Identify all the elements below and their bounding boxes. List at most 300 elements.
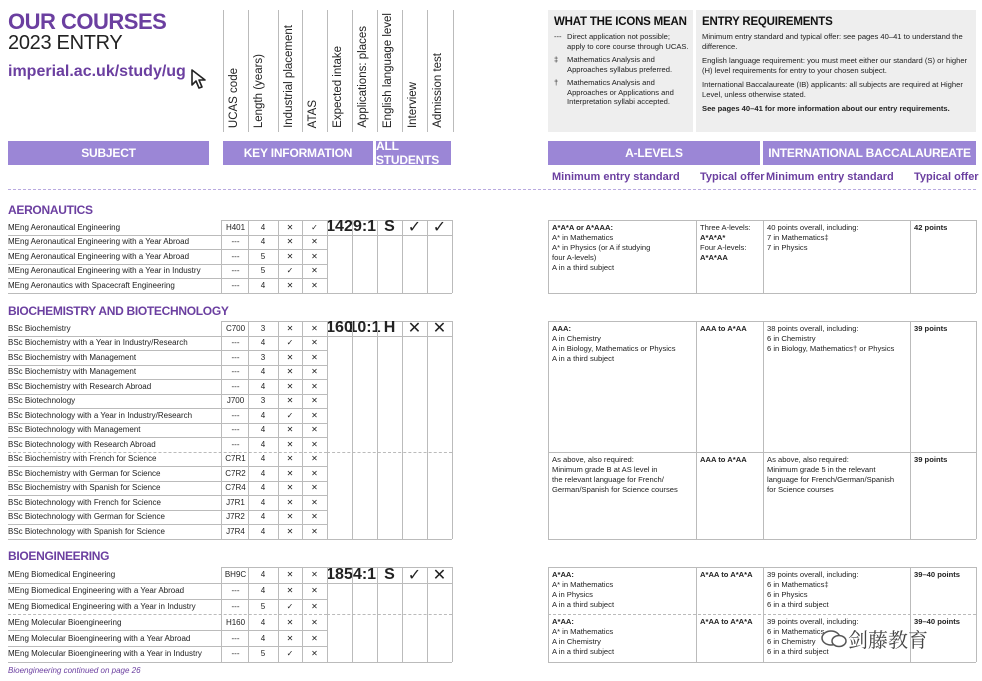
cell-code: C7R2 (225, 468, 246, 478)
cell-len: 4 (260, 425, 266, 435)
text-block (700, 455, 764, 465)
text-line: A in a third subject (552, 263, 615, 272)
cell-ind: ✕ (286, 367, 294, 377)
cell-ind: ✕ (286, 280, 294, 290)
cell-ind: ✕ (286, 439, 294, 449)
row-line (548, 662, 976, 663)
column-header (223, 10, 249, 132)
col-line (402, 220, 403, 293)
cell-code: J700 (226, 396, 245, 406)
cell-ind: ✕ (286, 617, 294, 627)
cursor-icon (190, 68, 208, 95)
cell-len: 4 (260, 410, 266, 420)
cell-len: 5 (260, 649, 266, 659)
cell-eng: S (384, 218, 395, 236)
cell-subj: MEng Molecular Bioengineering with a Year Abroad (8, 633, 191, 643)
cell-atas: ✕ (311, 483, 318, 493)
column-header (377, 10, 403, 132)
cell-len: 4 (260, 526, 266, 536)
cell-code: --- (231, 367, 240, 377)
text-line: AAA to A*AA (700, 324, 747, 333)
column-header (427, 10, 454, 132)
column-header-label: Admission test (432, 53, 444, 128)
entry-requirements-title: ENTRY REQUIREMENTS (702, 16, 833, 28)
col-line (302, 321, 303, 539)
cell-ind: ✓ (286, 601, 294, 611)
text-line: A in Physics (552, 590, 593, 599)
col-line (278, 220, 279, 293)
cell-len: 4 (260, 483, 266, 493)
legend-text: Direct application not possible; apply to core course through UCAS. (567, 32, 689, 51)
col-line (302, 220, 303, 293)
text-block (700, 570, 764, 580)
cell-subj: BSc Biochemistry with Management (8, 352, 137, 362)
column-header (302, 10, 328, 132)
text-line: 6 in a third subject (767, 600, 829, 609)
col-line (248, 321, 249, 539)
a-typ-label: Typical offer (700, 171, 765, 183)
cell-len: 4 (260, 468, 266, 478)
cell-subj: BSc Biochemistry with a Year in Industry/Research (8, 338, 188, 348)
text-line: A*A*A or A*AAA: (552, 223, 614, 232)
cell-ind: ✕ (286, 526, 294, 536)
row-line (548, 539, 976, 540)
section-grid (8, 321, 976, 539)
cell-ratio: 9:1 (352, 218, 377, 236)
column-header-label: Industrial placement (283, 25, 295, 128)
col-line (976, 321, 977, 539)
col-line (452, 220, 453, 293)
text-line: AAA to A*AA (700, 454, 747, 464)
cell-subj: MEng Aeronautics with Spacecraft Engineering (8, 280, 175, 290)
text-line: 38 points overall, including: (767, 324, 859, 333)
text-block (914, 455, 978, 465)
cell-len: 4 (260, 512, 266, 522)
key-information-bar: KEY INFORMATION (223, 141, 373, 165)
text-line: 39 points overall, including: (767, 570, 859, 579)
cell-len: 4 (260, 367, 266, 377)
cell-code: --- (231, 338, 240, 348)
text-line: 39 points (914, 324, 948, 333)
cell-len: 4 (260, 617, 266, 627)
watermark (820, 624, 928, 653)
col-line (248, 220, 249, 293)
cell-ratio: 4:1 (352, 565, 377, 583)
text-line: Four A-levels: (700, 243, 747, 252)
cell-subj: BSc Biochemistry with Management (8, 367, 137, 377)
col-line (278, 567, 279, 662)
cell-ind: ✕ (286, 381, 294, 391)
cell-ind: ✕ (286, 570, 294, 580)
table-row (8, 524, 976, 539)
cell-subj: BSc Biochemistry with Spanish for Science (8, 483, 161, 493)
cell-atas: ✕ (311, 367, 318, 377)
cell-atas: ✕ (311, 352, 318, 362)
text-line: As above, also required: (552, 454, 634, 464)
cell-ind: ✕ (286, 237, 294, 247)
cell-len: 5 (260, 251, 266, 261)
cell-atas: ✕ (311, 526, 318, 536)
cell-subj: BSc Biotechnology with French for Science (8, 497, 161, 507)
text-line: 39–40 points (914, 570, 961, 579)
cell-eng: S (384, 565, 395, 583)
cell-atas: ✕ (311, 381, 318, 391)
text-line: A* in Mathematics (552, 580, 614, 589)
col-line (327, 220, 328, 293)
entry-paragraph: English language requirement: you must meet either our standard (S) or higher (H) level requirements for entry to your chosen subject. (702, 56, 968, 75)
cell-len: 4 (260, 439, 266, 449)
cell-code: --- (231, 251, 240, 261)
cell-subj: BSc Biotechnology with Spanish for Science (8, 526, 165, 536)
cell-len: 4 (260, 338, 266, 348)
cell-atas: ✕ (311, 649, 318, 659)
cell-atas: ✕ (311, 570, 318, 580)
text-line: 6 in Chemistry (767, 334, 816, 343)
cell-test: ✓ (432, 219, 447, 237)
cell-len: 4 (260, 280, 266, 290)
cell-code: H401 (225, 222, 246, 232)
cell-code: C7R1 (225, 454, 246, 464)
cell-subj: BSc Biotechnology with a Year in Industry/Research (8, 410, 193, 420)
column-header (248, 10, 279, 132)
cell-code: --- (231, 381, 240, 391)
wechat-icon (820, 628, 848, 650)
cell-code: --- (231, 586, 240, 596)
divider (8, 189, 976, 190)
cell-atas: ✕ (311, 439, 318, 449)
cell-atas: ✕ (311, 454, 318, 464)
row-line (8, 293, 327, 294)
cell-code: BH9C (224, 570, 247, 580)
legend-text: Mathematics Analysis and Approaches syllabus preferred. (567, 55, 673, 74)
row-line (548, 452, 976, 453)
cell-atas: ✕ (311, 266, 318, 276)
cell-atas: ✕ (311, 586, 318, 596)
col-line (452, 567, 453, 662)
cell-code: --- (231, 425, 240, 435)
cell-len: 4 (260, 454, 266, 464)
cell-code: --- (231, 601, 240, 611)
entry-requirements-box (696, 10, 976, 132)
cell-subj: MEng Aeronautical Engineering with a Year in Industry (8, 266, 201, 276)
cell-ind: ✕ (286, 352, 294, 362)
col-line (427, 220, 428, 293)
cell-len: 4 (260, 381, 266, 391)
cell-atas: ✕ (311, 425, 318, 435)
text-block (552, 455, 692, 495)
cell-ind: ✕ (286, 512, 294, 522)
cell-test: ✕ (432, 566, 447, 584)
cell-atas: ✕ (311, 617, 318, 627)
cell-atas: ✕ (311, 601, 318, 611)
text-line: 6 in Physics (767, 590, 808, 599)
text-line: AAA: (552, 324, 571, 333)
text-line: 39 points overall, including: (767, 617, 859, 627)
entry-paragraph: International Baccalaureate (IB) applicants: all subjects are required at Higher Level, unless otherwise stated. (702, 80, 963, 99)
cell-ind: ✕ (286, 454, 294, 464)
text-line: Three A-levels: (700, 223, 751, 232)
cell-code: --- (231, 649, 240, 659)
col-line (352, 321, 353, 539)
entry-paragraph: See pages 40–41 for more information about our entry requirements. (702, 104, 950, 113)
cell-code: --- (231, 439, 240, 449)
text-line: German/Spanish for Science courses (552, 484, 678, 494)
page-title: OUR COURSES (8, 9, 167, 34)
text-line: 6 in a third subject (767, 647, 829, 657)
text-line: 6 in Biology, Mathematics† or Physics (767, 344, 895, 353)
cell-atas: ✕ (311, 338, 318, 348)
entry-paragraph: Minimum entry standard and typical offer: see pages 40–41 to understand the difference. (702, 32, 963, 51)
cell-ind: ✓ (286, 338, 294, 348)
text-line: 42 points (914, 223, 948, 232)
cell-code: --- (231, 266, 240, 276)
cell-subj: MEng Molecular Bioengineering with a Year in Industry (8, 649, 202, 659)
cell-len: 5 (260, 266, 266, 276)
ib-bar: INTERNATIONAL BACCALAUREATE (763, 141, 976, 165)
text-line: A*AA: (552, 570, 574, 579)
cell-atas: ✕ (311, 512, 318, 522)
col-line (548, 220, 549, 293)
col-line (763, 321, 764, 539)
text-line: Minimum grade B at AS level in (552, 464, 658, 474)
text-line: A in Chemistry (552, 637, 601, 647)
legend-symbol: † (554, 78, 559, 87)
row-line (8, 662, 327, 663)
row-line (327, 452, 452, 453)
cell-eng: H (383, 319, 396, 337)
subject-bar: SUBJECT (8, 141, 209, 165)
col-line (248, 567, 249, 662)
cell-ind: ✕ (286, 633, 294, 643)
cell-code: C7R4 (225, 483, 246, 493)
all-students-bar: ALL STUDENTS (376, 141, 451, 165)
row-line (327, 539, 452, 540)
col-line (377, 321, 378, 539)
cell-ind: ✕ (286, 425, 294, 435)
row-line (548, 614, 976, 615)
cell-subj: BSc Biochemistry with French for Science (8, 454, 157, 464)
text-line: Minimum grade 5 in the relevant (767, 464, 876, 474)
cell-code: --- (231, 633, 240, 643)
col-line (278, 321, 279, 539)
text-block (767, 455, 912, 495)
text-line: 40 points overall, including: (767, 223, 859, 232)
text-block (914, 223, 978, 233)
legend-text: Mathematics Analysis and Approaches or Applications and Interpretation syllabi accepted. (567, 78, 674, 106)
table-row (8, 423, 976, 438)
cell-subj: MEng Biomedical Engineering with a Year in Industry (8, 601, 196, 611)
text-line: 7 in Mathematics‡ (767, 233, 829, 242)
column-header-label: UCAS code (228, 67, 240, 128)
cell-ind: ✕ (286, 251, 294, 261)
text-line: A in Chemistry (552, 334, 601, 343)
text-line: language for French/German/Spanish (767, 474, 895, 484)
cell-intake: 142 (326, 218, 353, 236)
col-line (352, 220, 353, 293)
text-line: 6 in Mathematics (767, 627, 825, 637)
cell-atas: ✕ (311, 237, 318, 247)
cell-subj: MEng Biomedical Engineering (8, 570, 116, 580)
section-grid (8, 220, 976, 293)
table-row (8, 379, 976, 394)
column-header-label: Expected intake (332, 46, 344, 128)
text-line: As above, also required: (767, 454, 849, 464)
col-line (696, 220, 697, 293)
col-line (427, 321, 428, 539)
cell-code: --- (231, 280, 240, 290)
row-line (327, 614, 452, 615)
table-row (8, 510, 976, 525)
text-line: A in a third subject (552, 600, 615, 609)
legend-symbol: ‡ (554, 55, 559, 64)
text-line: the relevant language for French/ (552, 474, 664, 484)
col-line (452, 321, 453, 539)
cell-code: J7R2 (226, 512, 245, 522)
cell-subj: BSc Biotechnology (8, 396, 76, 406)
text-line: 6 in Mathematics‡ (767, 580, 829, 589)
ib-min-label: Minimum entry standard (766, 171, 894, 183)
column-header (402, 10, 428, 132)
cell-ind: ✕ (286, 497, 294, 507)
text-block (700, 223, 764, 263)
table-row (8, 365, 976, 380)
text-line: 6 in Chemistry (767, 637, 816, 647)
column-header-label: Length (years) (253, 53, 265, 128)
row-line (327, 662, 452, 663)
a-levels-bar: A-LEVELS (548, 141, 760, 165)
cell-ind: ✕ (286, 586, 294, 596)
cell-intv: ✓ (407, 219, 422, 237)
cell-len: 4 (260, 237, 266, 247)
cell-subj: MEng Aeronautical Engineering with a Year Abroad (8, 251, 190, 261)
cell-subj: MEng Aeronautical Engineering with a Year Abroad (8, 237, 190, 247)
cell-ind: ✓ (286, 410, 294, 420)
cell-len: 3 (260, 352, 266, 362)
text-line: four A-levels) (552, 253, 597, 262)
cell-intv: ✕ (407, 320, 422, 338)
text-block (552, 223, 692, 273)
column-header-label: Applications: places (357, 26, 369, 128)
study-url-link[interactable]: imperial.ac.uk/study/ug (8, 63, 186, 80)
column-header (352, 10, 378, 132)
text-line: A*AA: (552, 617, 574, 627)
row-line (327, 293, 452, 294)
cell-code: H160 (225, 617, 246, 627)
text-line: 39 points (914, 454, 948, 464)
table-row (8, 495, 976, 510)
text-line: for Science courses (767, 484, 834, 494)
column-header (278, 10, 303, 132)
row-line (327, 336, 452, 337)
cell-len: 4 (260, 222, 266, 232)
cell-subj: BSc Biotechnology with Management (8, 425, 141, 435)
cell-code: --- (231, 237, 240, 247)
text-line: 7 in Physics (767, 243, 808, 252)
footer-note: Bioengineering continued on page 26 (8, 666, 141, 675)
column-header-label: English language level (382, 12, 394, 128)
text-block (767, 570, 912, 610)
text-line: 39–40 points (914, 617, 961, 627)
icons-legend-box (548, 10, 693, 132)
cell-subj: MEng Biomedical Engineering with a Year Abroad (8, 586, 185, 596)
col-line (976, 567, 977, 662)
row-line (327, 583, 452, 584)
cell-atas: ✕ (311, 497, 318, 507)
ib-typ-label: Typical offer (914, 171, 979, 183)
text-block (767, 324, 912, 354)
cell-ind: ✕ (286, 468, 294, 478)
text-line: A in Biology, Mathematics or Physics (552, 344, 676, 353)
cell-atas: ✕ (311, 468, 318, 478)
cell-len: 3 (260, 396, 266, 406)
col-line (402, 321, 403, 539)
text-line: A in a third subject (552, 647, 615, 657)
col-line (221, 321, 222, 539)
table-row (8, 437, 976, 452)
table-row (8, 278, 976, 293)
cell-atas: ✕ (311, 410, 318, 420)
section-title: AERONAUTICS (8, 203, 93, 217)
cell-test: ✕ (432, 320, 447, 338)
cell-ratio: 10:1 (348, 319, 381, 337)
cell-ind: ✕ (286, 222, 294, 232)
section-title: BIOCHEMISTRY AND BIOTECHNOLOGY (8, 304, 229, 318)
cell-subj: MEng Molecular Bioengineering (8, 617, 122, 627)
text-block (552, 617, 692, 657)
table-row (8, 264, 976, 279)
cell-atas: ✕ (311, 280, 318, 290)
row-line (327, 235, 452, 236)
text-line: A*A*AA (700, 253, 728, 262)
text-line: A in a third subject (552, 354, 615, 363)
cell-len: 4 (260, 570, 266, 580)
col-line (221, 567, 222, 662)
text-block (552, 324, 692, 364)
cell-subj: MEng Aeronautical Engineering (8, 222, 121, 232)
col-line (377, 220, 378, 293)
cell-len: 3 (260, 323, 266, 333)
text-line: A* in Physics (or A if studying (552, 243, 651, 252)
column-header-label: ATAS (307, 99, 319, 128)
cell-atas: ✕ (311, 633, 318, 643)
cell-intake: 185 (326, 565, 353, 583)
cell-subj: BSc Biochemistry with Research Abroad (8, 381, 152, 391)
text-block (700, 617, 764, 627)
text-line: A*AA to A*A*A (700, 617, 753, 627)
cell-code: J7R1 (226, 497, 245, 507)
a-min-label: Minimum entry standard (552, 171, 680, 183)
legend-symbol: --- (554, 32, 562, 41)
text-line: A*AA to A*A*A (700, 570, 753, 579)
section-title: BIOENGINEERING (8, 549, 110, 563)
cell-code: C700 (225, 323, 246, 333)
text-line: A* in Mathematics (552, 233, 614, 242)
text-line: A* in Mathematics (552, 627, 614, 637)
table-row (8, 408, 976, 423)
text-line: A*A*A* (700, 233, 726, 242)
column-header (327, 10, 353, 132)
text-block (552, 570, 692, 610)
col-line (327, 321, 328, 539)
row-line (548, 293, 976, 294)
cell-ind: ✓ (286, 649, 294, 659)
page-subtitle: 2023 ENTRY (8, 32, 123, 54)
cell-ind: ✕ (286, 483, 294, 493)
cell-len: 4 (260, 633, 266, 643)
text-block (700, 324, 764, 334)
watermark-text: 剑藤教育 (848, 630, 928, 652)
cell-len: 5 (260, 601, 266, 611)
